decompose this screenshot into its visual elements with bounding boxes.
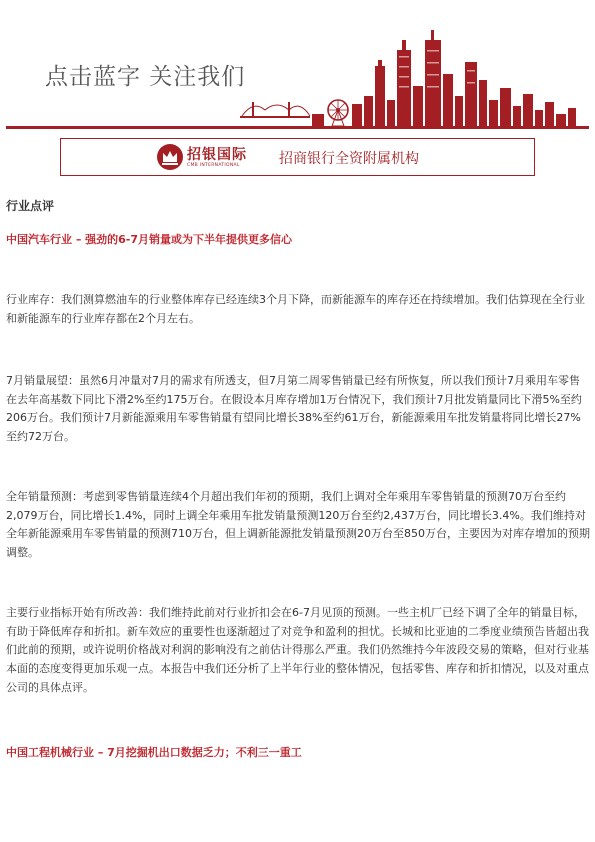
section-title: 行业点评 — [6, 199, 55, 213]
city-skyline-illustration — [240, 30, 595, 128]
logo-tagline: 招商银行全资附属机构 — [279, 151, 419, 167]
article-heading-machinery[interactable]: 中国工程机械行业 – 7月挖掘机出口数据乏力；不利三一重工 — [6, 746, 302, 759]
paragraph-indicators: 主要行业指标开始有所改善：我们维持此前对行业折扣会在6-7月见顶的预测。一些主机厂已经下调了全年的销量目标，有助于降低库存和折扣。新车效应的重要性也逐渐超过了对竞争和盈利的担忧。长城和比亚迪的二季度业绩预告皆超出我们此前的预期，或许说明价格战对利润的影响没有之前估计得那么严重。我们仍然维持今年波段交易的策略，但对行业基本面的态度变得更加乐观一点。本报告中我们还分析了上半年行业的整体情况，包括零售、库存和折扣情况，以及对重点公司的具体点评。 — [6, 606, 589, 694]
logo-name: 招银国际 — [187, 147, 247, 163]
paragraph-july-outlook: 7月销量展望：虽然6月冲量对7月的需求有所透支，但7月第二周零售销量已经有所恢复，所以我们预计7月乘用车零售在去年高基数下同比下滑2%至约175万台。在假设本月库存增加1万台情况下，我们预计7月批发销量同比下滑5%至约206万台。我们预计7月新能源乘用车零售销量有望同比增长38%至约61万台，新能源乘用车批发销量将同比增长27%至约72万台。 — [6, 374, 582, 444]
cmb-logo-icon — [156, 143, 184, 171]
paragraph-full-year-forecast: 全年销量预测：考虑到零售销量连续4个月超出我们年初的预期，我们上调对全年乘用车零售销量的预测70万台至约2,079万台，同比增长1.4%，同时上调全年乘用车批发销量预测120万台至约2,437万台，同比增长3.4%。我们维持对全年新能源乘用车零售销量的预测710万台，但上调新能源批发销量预测20万台至850万台，主要因为对库存增加的预期调整。 — [6, 490, 590, 560]
banner-divider — [6, 126, 589, 129]
logo-box — [60, 138, 535, 176]
banner-title[interactable]: 点击蓝字 关注我们 — [45, 64, 246, 90]
header-banner — [0, 0, 595, 130]
paragraph-inventory: 行业库存：我们测算燃油车的行业整体库存已经连续3个月下降，而新能源车的库存还在持续增加。我们估算现在全行业和新能源车的行业库存都在2个月左右。 — [6, 293, 585, 325]
logo-name-english: CMB INTERNATIONAL — [187, 163, 240, 168]
article-heading-auto[interactable]: 中国汽车行业 – 强劲的6-7月销量或为下半年提供更多信心 — [6, 233, 293, 246]
